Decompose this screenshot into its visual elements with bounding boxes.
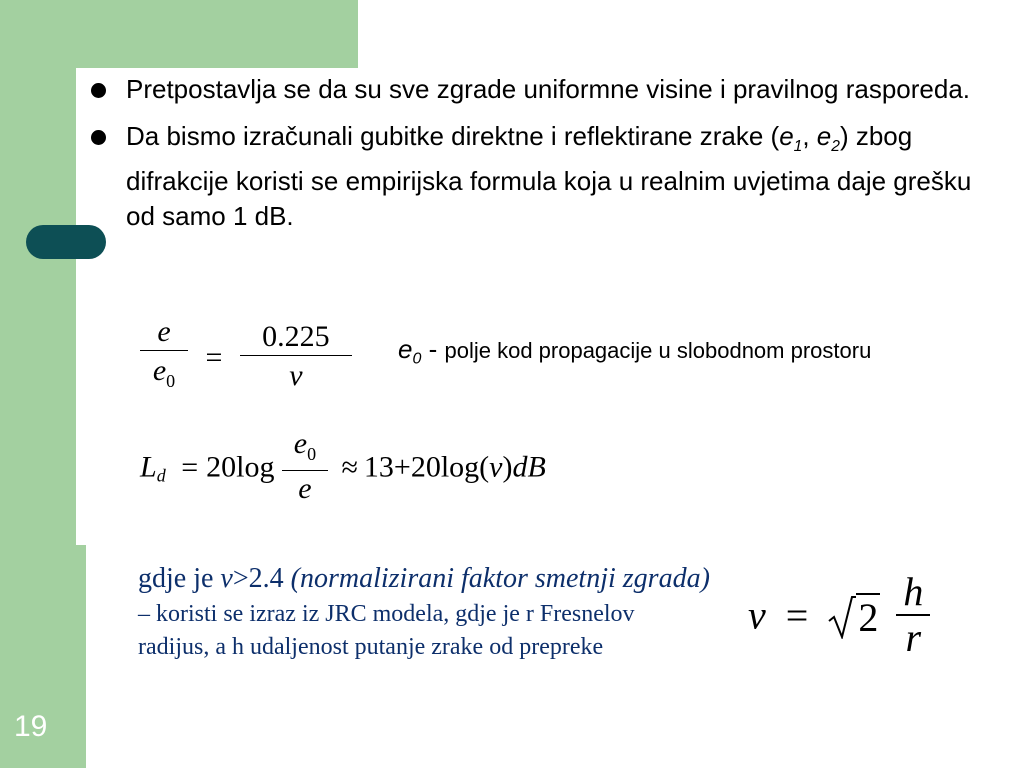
note-dash: - [421, 334, 445, 364]
symbol-separator: , [802, 121, 817, 151]
formula-nu-definition [748, 570, 930, 660]
e0-symbol-subscript: 0 [412, 350, 422, 368]
formula-diffraction-loss [140, 428, 546, 507]
bullet-item-2 [86, 119, 986, 234]
e0-definition-note [398, 334, 871, 368]
bullet-item-1 [86, 72, 986, 107]
sqrt-icon [828, 595, 856, 639]
fraction-denominator: ν [289, 359, 303, 392]
fraction-numerator: 0.225 [262, 320, 330, 353]
rhs-close-paren: ) [502, 450, 513, 484]
fraction-0225-over-v [240, 319, 352, 396]
e1-subscript: 1 [793, 138, 803, 156]
explanation-var: v [220, 563, 233, 594]
sqrt-argument: 2 [858, 594, 879, 640]
fraction-denominator: r [905, 615, 922, 660]
bullet-dot-icon [91, 83, 106, 98]
nu-symbol: ν [748, 592, 766, 638]
bullet-text-1: Pretpostavlja se da su sve zgrade uniformne visine i pravilnog rasporeda. [126, 74, 971, 104]
fraction-numerator: h [903, 569, 924, 614]
bullet-list [86, 72, 986, 246]
equals-sign: = [181, 450, 199, 484]
equals-sign: = [205, 340, 223, 374]
formula-field-ratio [140, 314, 352, 401]
e0-base: e [293, 427, 308, 460]
log-coefficient: 20log [206, 450, 275, 484]
fraction-numerator [294, 428, 316, 470]
fraction-numerator: e [157, 315, 171, 348]
rhs-expression: 13+20log( [363, 450, 490, 484]
bullet-dot-icon [91, 130, 106, 145]
e0-subscript: 0 [166, 371, 176, 391]
fraction-e-over-e0 [140, 314, 188, 401]
ld-subscript: d [156, 465, 166, 486]
nu-variable: ν [489, 450, 503, 484]
bullet-text-2-prefix: Da bismo izračunali gubitke direktne i reflektirane zrake ( [126, 121, 780, 151]
bullet-text-2-suffix: ) zbog difrakcije koristi se empirijska formula koja u realnim uvjetima daje grešku od samo 1 dB. [126, 121, 972, 232]
explanation-part1: gdje je [138, 563, 221, 594]
fraction-denominator [153, 351, 175, 401]
page-number: 19 [14, 710, 48, 743]
e2-subscript: 2 [831, 138, 840, 156]
equals-sign: = [785, 592, 809, 638]
explanation-paragraph [138, 560, 710, 664]
fraction-denominator: e [298, 472, 312, 505]
db-unit: dB [512, 450, 546, 484]
explanation-part2: >2.4 [232, 563, 291, 594]
fraction-e0-over-e [282, 428, 328, 507]
explanation-italic: (normalizirani faktor smetnji zgrada) [290, 563, 710, 594]
e1-symbol: e [779, 121, 794, 151]
e0-base: e [152, 354, 167, 387]
note-text: polje kod propagacije u slobodnom prostoru [444, 338, 872, 363]
sqrt-expression [828, 589, 880, 640]
ld-symbol: L [140, 450, 157, 484]
fraction-h-over-r [896, 570, 930, 660]
e0-subscript: 0 [307, 444, 317, 464]
approx-sign: ≈ [341, 450, 358, 484]
e0-symbol: e [398, 334, 413, 364]
explanation-part3: – koristi se izraz iz JRC modela, gdje je r Fresnelov radijus, a h udaljenost putanje zrake od prepreke [138, 601, 635, 660]
e2-symbol: e [816, 121, 832, 151]
